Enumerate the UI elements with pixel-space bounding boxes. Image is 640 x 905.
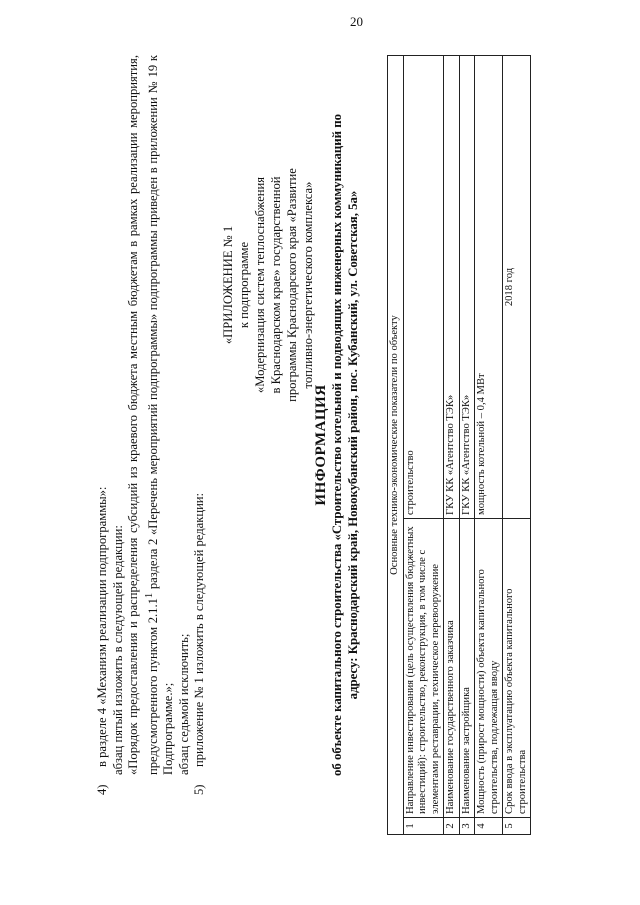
table-header: Основные технико-экономические показатели по объекту <box>388 56 404 835</box>
table-row <box>444 56 460 835</box>
appendix-line: «ПРИЛОЖЕНИЕ № 1 <box>221 225 235 345</box>
row-name: Наименование застройщика <box>459 519 475 818</box>
appendix-line: топливно-энергетического комплекса» <box>301 181 315 389</box>
row-number: 3 <box>459 818 475 835</box>
item-5-number: 5) <box>192 784 207 795</box>
table-row <box>503 56 531 835</box>
item-4 <box>95 55 111 835</box>
appendix-line: «Модернизация систем теплоснабжения <box>253 176 267 394</box>
paragraph-5-line: абзац пятый изложить в следующей редакции: <box>110 525 125 775</box>
heading-subtitle-1: об объекте капитального строительства «Строительство котельной и подводящих инженерных коммуникаций по <box>330 114 344 777</box>
table-row <box>403 56 444 835</box>
paragraph-7-line: абзац седьмой исключить; <box>176 633 191 775</box>
intro-text <box>95 55 208 835</box>
quote-superscript: 1 <box>143 592 155 599</box>
indicators-table <box>387 55 531 835</box>
document-heading <box>313 55 361 835</box>
row-name: Наименование государственного заказчика <box>444 519 460 818</box>
appendix-line: к подпрограмме <box>237 241 251 329</box>
table-header-row <box>388 56 404 835</box>
row-name: Срок ввода в эксплуатацию объекта капитального строительства <box>503 519 531 818</box>
row-value: ГКУ КК «Агентство ТЭК» <box>444 56 460 519</box>
page-number: 20 <box>350 14 363 29</box>
row-number: 5 <box>503 818 531 835</box>
appendix-line: в Краснодарском крае» государственной <box>269 176 283 394</box>
row-value: 2018 год <box>503 56 531 519</box>
quote-text: «Порядок предоставления и распределения субсидий из краевого бюджета местным бюджетам в рамках реализации мероприятия, предусмотренного пунктом 2.1.1 <box>126 55 160 775</box>
table-row <box>475 56 503 835</box>
row-number: 1 <box>403 818 444 835</box>
table-row <box>459 56 475 835</box>
row-value: мощность котельной – 0,4 МВт <box>475 56 503 519</box>
appendix-block <box>220 155 316 415</box>
row-value: ГКУ КК «Агентство ТЭК» <box>459 56 475 519</box>
row-name: Мощность (прирост мощности) объекта капитального строительства, подлежащая вводу <box>475 519 503 818</box>
appendix-line: программы Краснодарского края «Развитие <box>285 168 299 402</box>
item-5-text: приложение № 1 изложить в следующей редакции: <box>192 492 207 767</box>
heading-title: ИНФОРМАЦИЯ <box>313 384 329 506</box>
quote-paragraph <box>126 55 177 835</box>
item-5 <box>192 55 208 835</box>
row-number: 4 <box>475 818 503 835</box>
quote-tail: раздела 2 «Перечень мероприятий подпрограммы» подпрограммы приведен в приложении № 19 к Подпрограмме.»; <box>145 54 176 775</box>
row-value: строительство <box>403 56 444 519</box>
item-4-number: 4) <box>95 784 109 795</box>
rotated-page-content <box>95 55 635 835</box>
row-name: Направление инвестирования (цель осуществления бюджетных инвестиций): строительство, реконструкция, в том числе с элементами реставрации, техническое перевооружение <box>403 519 444 818</box>
heading-subtitle-2: адресу: Краснодарский край, Новокубанский район, пос. Кубанский, ул. Советская, 5а» <box>346 190 360 700</box>
row-number: 2 <box>444 818 460 835</box>
item-4-text: в разделе 4 «Механизм реализации подпрограммы»: <box>95 486 109 767</box>
